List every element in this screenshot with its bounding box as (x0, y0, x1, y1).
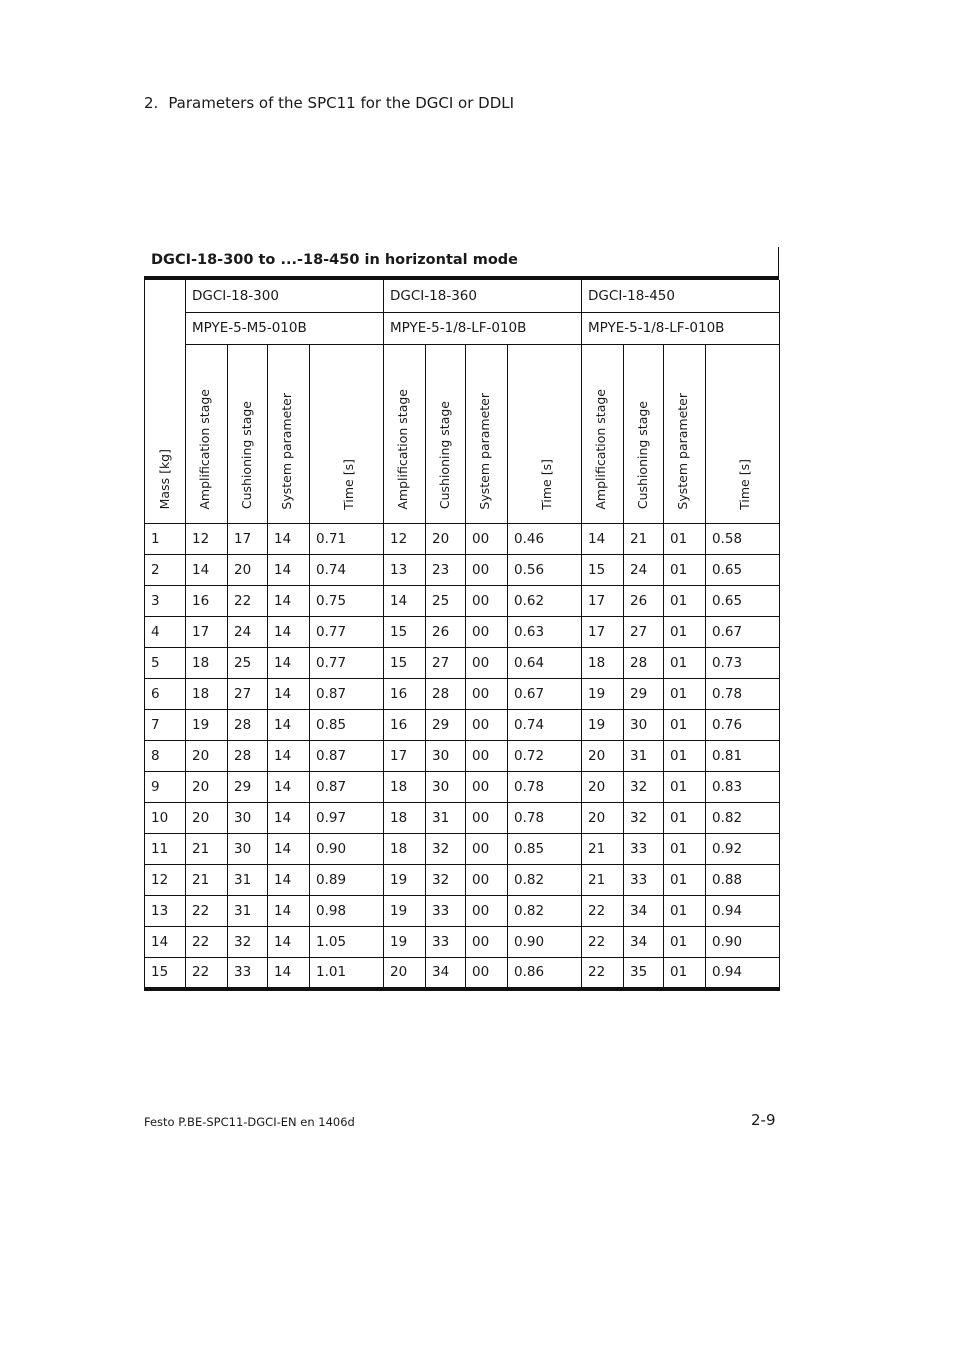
table-cell: 01 (664, 802, 706, 833)
table-cell: 27 (426, 647, 466, 678)
table-cell: 18 (186, 678, 228, 709)
table-cell: 0.97 (310, 802, 384, 833)
group-valve-3: MPYE-5-1/8-LF-010B (582, 312, 780, 344)
mass-cell: 14 (145, 926, 186, 957)
table-cell: 00 (466, 771, 508, 802)
sub-header-label: Amplification stage (593, 388, 609, 510)
table-cell: 13 (384, 554, 426, 585)
table-cell: 24 (228, 616, 268, 647)
table-cell: 00 (466, 833, 508, 864)
table-cell: 0.46 (508, 523, 582, 554)
table-cell: 14 (268, 926, 310, 957)
table-cell: 21 (582, 833, 624, 864)
table-cell: 00 (466, 802, 508, 833)
table-cell: 14 (384, 585, 426, 616)
table-cell: 18 (384, 833, 426, 864)
table-cell: 14 (268, 523, 310, 554)
table-cell: 14 (268, 616, 310, 647)
table-cell: 27 (624, 616, 664, 647)
table-cell: 0.77 (310, 647, 384, 678)
group-model-3: DGCI-18-450 (582, 280, 780, 312)
table-cell: 26 (624, 585, 664, 616)
table-cell: 16 (384, 709, 426, 740)
mass-header: Mass [kg] (157, 449, 172, 510)
table-cell: 0.85 (508, 833, 582, 864)
sub-header-label: System parameter (675, 392, 691, 510)
sub-header-cell (664, 344, 706, 523)
sub-header-label: Cushioning stage (239, 401, 254, 510)
table-row (145, 678, 780, 709)
table-cell: 12 (384, 523, 426, 554)
table-cell: 17 (186, 616, 228, 647)
table-row (145, 523, 780, 554)
mass-cell: 7 (145, 709, 186, 740)
mass-cell: 3 (145, 585, 186, 616)
table-cell: 22 (582, 895, 624, 926)
table-cell: 32 (228, 926, 268, 957)
table-cell: 29 (228, 771, 268, 802)
table-cell: 32 (426, 864, 466, 895)
table-cell: 18 (384, 771, 426, 802)
table-row (145, 802, 780, 833)
table-cell: 19 (186, 709, 228, 740)
table-row (145, 616, 780, 647)
sub-header-cell (186, 344, 228, 523)
table-cell: 00 (466, 864, 508, 895)
table-cell: 14 (268, 585, 310, 616)
table-cell: 0.74 (310, 554, 384, 585)
table-cell: 14 (268, 709, 310, 740)
sub-header-label: Time [s] (539, 458, 555, 510)
table-cell: 0.83 (706, 771, 780, 802)
table-cell: 25 (228, 647, 268, 678)
table-row (145, 554, 780, 585)
table-cell: 00 (466, 523, 508, 554)
table-cell: 00 (466, 957, 508, 989)
table-cell: 28 (426, 678, 466, 709)
table-row (145, 647, 780, 678)
table-cell: 00 (466, 554, 508, 585)
table-cell: 33 (624, 864, 664, 895)
table-cell: 01 (664, 771, 706, 802)
table-cell: 0.98 (310, 895, 384, 926)
table-cell: 31 (228, 864, 268, 895)
table-cell: 0.64 (508, 647, 582, 678)
table-cell: 20 (582, 740, 624, 771)
page-number: 2-9 (751, 1111, 776, 1129)
table-cell: 22 (582, 957, 624, 989)
table-row (145, 895, 780, 926)
table-cell: 00 (466, 709, 508, 740)
group-model-2: DGCI-18-360 (384, 280, 582, 312)
table-row (145, 709, 780, 740)
table-cell: 0.86 (508, 957, 582, 989)
table-cell: 00 (466, 926, 508, 957)
sub-header-cell (268, 344, 310, 523)
table-cell: 01 (664, 957, 706, 989)
table-cell: 14 (268, 554, 310, 585)
table-cell: 21 (582, 864, 624, 895)
table-cell: 0.88 (706, 864, 780, 895)
table-cell: 0.78 (706, 678, 780, 709)
table-cell: 0.87 (310, 771, 384, 802)
table-cell: 14 (268, 864, 310, 895)
mass-cell: 9 (145, 771, 186, 802)
table-cell: 27 (228, 678, 268, 709)
mass-cell: 2 (145, 554, 186, 585)
table-cell: 29 (624, 678, 664, 709)
table-cell: 0.62 (508, 585, 582, 616)
table-cell: 26 (426, 616, 466, 647)
table-cell: 00 (466, 647, 508, 678)
table-cell: 21 (624, 523, 664, 554)
table-cell: 20 (582, 802, 624, 833)
sub-header-label: Cushioning stage (635, 401, 651, 510)
table-cell: 17 (228, 523, 268, 554)
table-cell: 0.82 (508, 864, 582, 895)
table-cell: 14 (268, 740, 310, 771)
sub-header-label: System parameter (477, 392, 493, 510)
table-cell: 01 (664, 926, 706, 957)
mass-cell: 8 (145, 740, 186, 771)
table-cell: 14 (268, 802, 310, 833)
table-cell: 22 (186, 957, 228, 989)
table-cell: 16 (384, 678, 426, 709)
sub-header-cell (384, 344, 426, 523)
table-cell: 30 (228, 802, 268, 833)
table-cell: 21 (186, 864, 228, 895)
footer-document-id: Festo P.BE-SPC11-DGCI-EN en 1406d (144, 1115, 355, 1129)
mass-cell: 15 (145, 957, 186, 989)
table-cell: 0.58 (706, 523, 780, 554)
table-cell: 0.67 (706, 616, 780, 647)
table-cell: 34 (624, 926, 664, 957)
sub-header-cell (426, 344, 466, 523)
table-cell: 01 (664, 647, 706, 678)
table-cell: 20 (186, 802, 228, 833)
table-cell: 0.71 (310, 523, 384, 554)
table-cell: 14 (268, 678, 310, 709)
table-cell: 25 (426, 585, 466, 616)
sub-header-label: System parameter (279, 392, 294, 510)
table-cell: 33 (228, 957, 268, 989)
table-cell: 14 (186, 554, 228, 585)
sub-header-label: Amplification stage (197, 388, 212, 510)
table-cell: 14 (582, 523, 624, 554)
table-cell: 19 (582, 678, 624, 709)
table-cell: 0.65 (706, 554, 780, 585)
table-cell: 01 (664, 678, 706, 709)
table-cell: 0.94 (706, 957, 780, 989)
table-cell: 0.87 (310, 678, 384, 709)
table-cell: 21 (186, 833, 228, 864)
table-cell: 01 (664, 709, 706, 740)
table-cell: 30 (624, 709, 664, 740)
table-cell: 20 (228, 554, 268, 585)
mass-header-cell (145, 280, 186, 523)
table-cell: 0.90 (706, 926, 780, 957)
table-row (145, 926, 780, 957)
group-model-1: DGCI-18-300 (186, 280, 384, 312)
table-cell: 19 (582, 709, 624, 740)
mass-cell: 5 (145, 647, 186, 678)
table-cell: 0.78 (508, 771, 582, 802)
table-cell: 0.94 (706, 895, 780, 926)
sub-header-label: Time [s] (737, 458, 753, 510)
table-cell: 0.74 (508, 709, 582, 740)
parameter-table-block (144, 247, 779, 991)
group-valve-1: MPYE-5-M5-010B (186, 312, 384, 344)
table-cell: 0.89 (310, 864, 384, 895)
table-cell: 0.92 (706, 833, 780, 864)
mass-cell: 10 (145, 802, 186, 833)
mass-cell: 4 (145, 616, 186, 647)
table-cell: 0.78 (508, 802, 582, 833)
table-cell: 32 (624, 802, 664, 833)
table-cell: 31 (426, 802, 466, 833)
table-cell: 19 (384, 895, 426, 926)
sub-header-cell (228, 344, 268, 523)
table-cell: 22 (186, 895, 228, 926)
chapter-number: 2. (144, 94, 159, 112)
mass-cell: 11 (145, 833, 186, 864)
table-cell: 15 (582, 554, 624, 585)
table-cell: 22 (228, 585, 268, 616)
table-cell: 17 (582, 585, 624, 616)
table-cell: 20 (186, 771, 228, 802)
table-row (145, 957, 780, 989)
sub-header-label: Time [s] (341, 458, 356, 510)
table-cell: 01 (664, 585, 706, 616)
table-cell: 0.73 (706, 647, 780, 678)
sub-header-cell (624, 344, 664, 523)
table-cell: 19 (384, 864, 426, 895)
mass-cell: 6 (145, 678, 186, 709)
table-cell: 34 (426, 957, 466, 989)
table-cell: 14 (268, 771, 310, 802)
table-cell: 20 (186, 740, 228, 771)
table-cell: 28 (228, 740, 268, 771)
table-cell: 00 (466, 678, 508, 709)
table-cell: 01 (664, 616, 706, 647)
mass-cell: 13 (145, 895, 186, 926)
table-cell: 33 (624, 833, 664, 864)
table-cell: 01 (664, 523, 706, 554)
table-cell: 30 (426, 740, 466, 771)
table-cell: 18 (384, 802, 426, 833)
table-cell: 01 (664, 864, 706, 895)
table-cell: 30 (228, 833, 268, 864)
table-cell: 16 (186, 585, 228, 616)
table-body (145, 523, 780, 989)
table-cell: 0.87 (310, 740, 384, 771)
table-cell: 0.82 (508, 895, 582, 926)
table-cell: 18 (186, 647, 228, 678)
table-cell: 14 (268, 895, 310, 926)
mass-cell: 12 (145, 864, 186, 895)
table-cell: 31 (228, 895, 268, 926)
sub-header-cell (706, 344, 780, 523)
table-row (145, 833, 780, 864)
table-cell: 00 (466, 585, 508, 616)
table-cell: 14 (268, 957, 310, 989)
table-cell: 00 (466, 895, 508, 926)
table-cell: 0.85 (310, 709, 384, 740)
table-row (145, 864, 780, 895)
table-cell: 29 (426, 709, 466, 740)
chapter-heading (144, 94, 514, 112)
table-cell: 00 (466, 740, 508, 771)
table-cell: 1.05 (310, 926, 384, 957)
table-cell: 0.90 (310, 833, 384, 864)
table-cell: 14 (268, 647, 310, 678)
group-valve-2: MPYE-5-1/8-LF-010B (384, 312, 582, 344)
table-cell: 22 (186, 926, 228, 957)
table-cell: 31 (624, 740, 664, 771)
table-cell: 20 (582, 771, 624, 802)
table-cell: 00 (466, 616, 508, 647)
table-cell: 01 (664, 895, 706, 926)
sub-header-row (145, 344, 780, 523)
table-cell: 18 (582, 647, 624, 678)
table-cell: 0.67 (508, 678, 582, 709)
table-cell: 28 (228, 709, 268, 740)
table-row (145, 740, 780, 771)
table-cell: 0.77 (310, 616, 384, 647)
table-cell: 1.01 (310, 957, 384, 989)
sub-header-cell (582, 344, 624, 523)
table-row (145, 585, 780, 616)
table-cell: 0.56 (508, 554, 582, 585)
table-cell: 24 (624, 554, 664, 585)
table-cell: 01 (664, 833, 706, 864)
table-title: DGCI-18-300 to ...-18-450 in horizontal mode (144, 247, 779, 280)
table-cell: 22 (582, 926, 624, 957)
table-cell: 15 (384, 616, 426, 647)
table-cell: 34 (624, 895, 664, 926)
sub-header-cell (466, 344, 508, 523)
table-cell: 0.72 (508, 740, 582, 771)
table-cell: 0.75 (310, 585, 384, 616)
sub-header-cell (508, 344, 582, 523)
table-cell: 28 (624, 647, 664, 678)
table-cell: 01 (664, 740, 706, 771)
sub-header-cell (310, 344, 384, 523)
table-cell: 0.63 (508, 616, 582, 647)
table-cell: 32 (426, 833, 466, 864)
table-cell: 35 (624, 957, 664, 989)
parameter-table (144, 280, 780, 991)
table-cell: 32 (624, 771, 664, 802)
table-cell: 33 (426, 895, 466, 926)
table-cell: 0.81 (706, 740, 780, 771)
table-cell: 19 (384, 926, 426, 957)
table-cell: 0.82 (706, 802, 780, 833)
table-cell: 12 (186, 523, 228, 554)
table-cell: 15 (384, 647, 426, 678)
table-cell: 30 (426, 771, 466, 802)
sub-header-label: Cushioning stage (437, 401, 453, 510)
sub-header-label: Amplification stage (395, 388, 411, 510)
table-cell: 01 (664, 554, 706, 585)
mass-cell: 1 (145, 523, 186, 554)
table-cell: 14 (268, 833, 310, 864)
table-cell: 20 (384, 957, 426, 989)
table-cell: 17 (582, 616, 624, 647)
table-cell: 0.65 (706, 585, 780, 616)
table-cell: 17 (384, 740, 426, 771)
table-row (145, 771, 780, 802)
table-cell: 0.76 (706, 709, 780, 740)
table-cell: 33 (426, 926, 466, 957)
table-cell: 23 (426, 554, 466, 585)
chapter-title: Parameters of the SPC11 for the DGCI or DDLI (168, 94, 515, 112)
table-cell: 0.90 (508, 926, 582, 957)
table-cell: 20 (426, 523, 466, 554)
